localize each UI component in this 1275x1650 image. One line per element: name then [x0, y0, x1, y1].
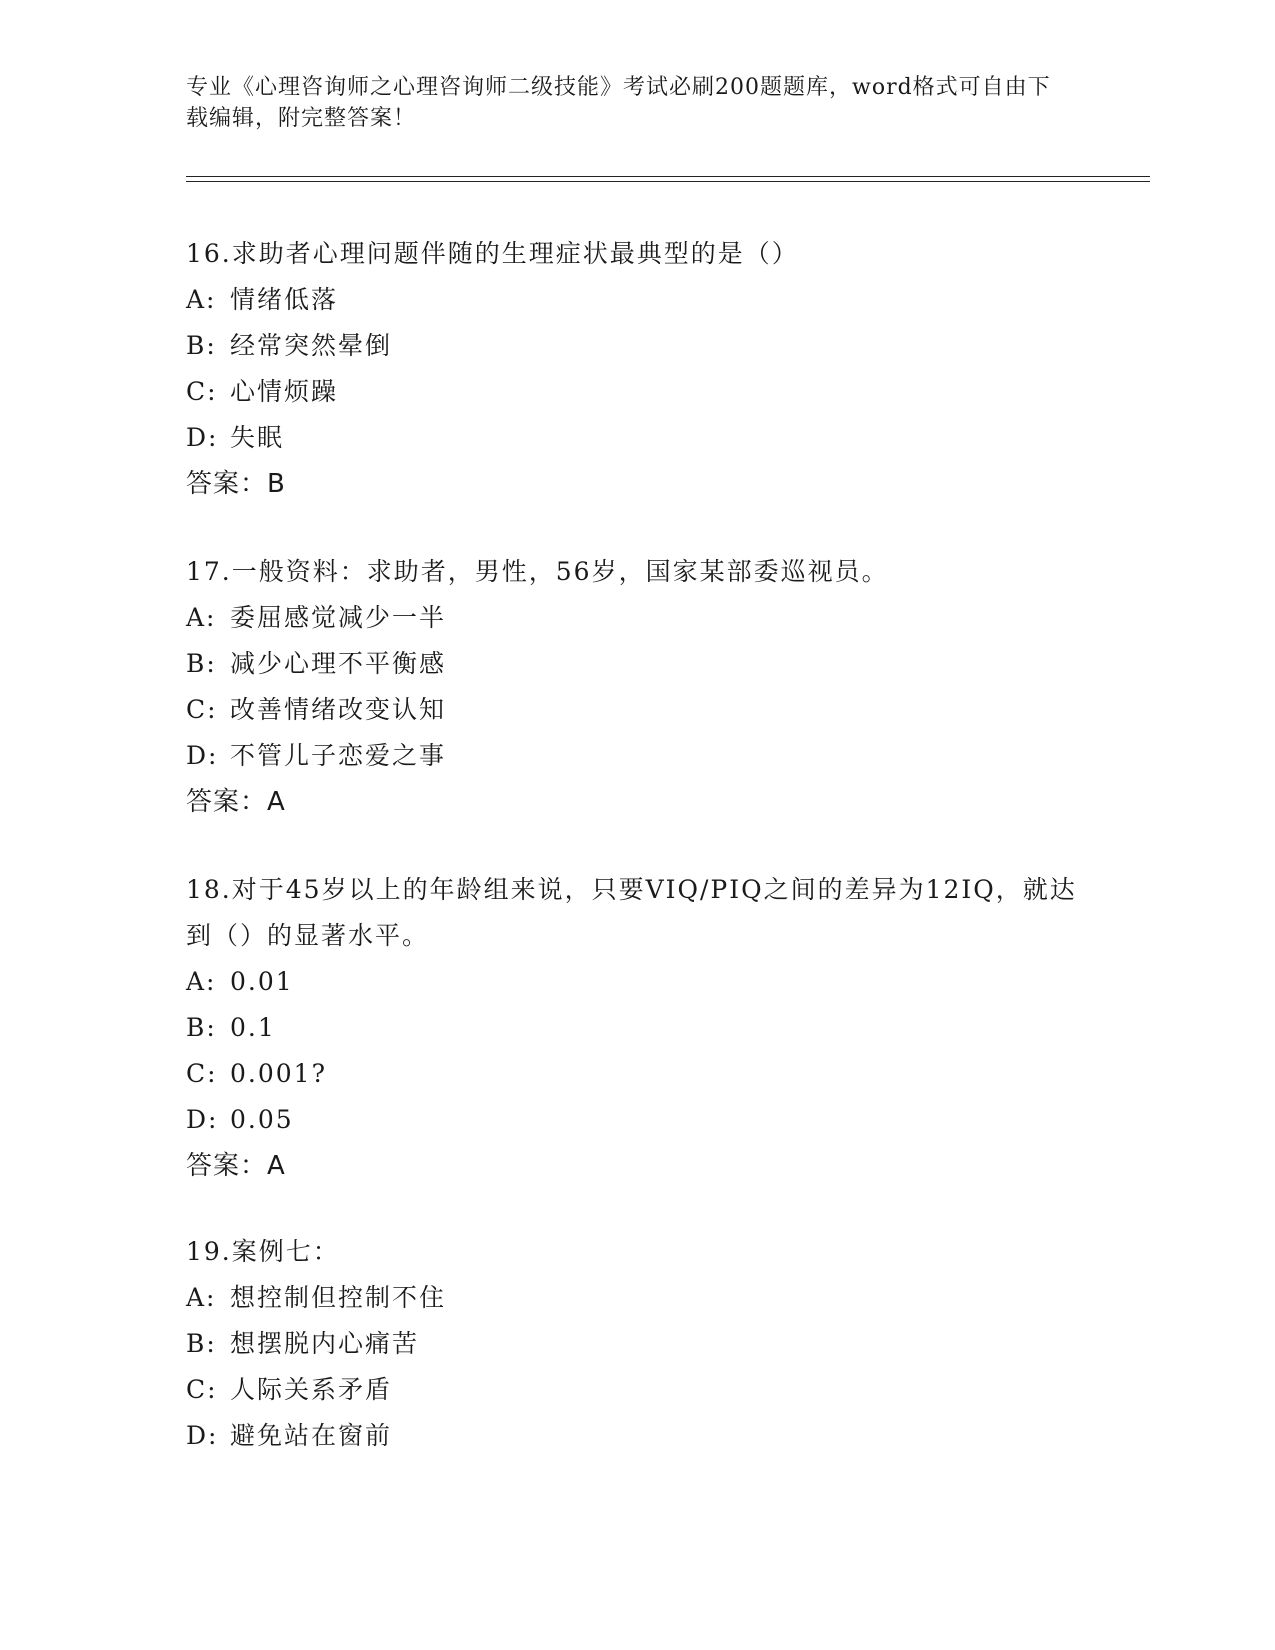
option-key: C: — [186, 1375, 218, 1404]
option-key: A: — [186, 1283, 217, 1312]
option-key: A: — [186, 603, 217, 632]
question-18 — [186, 867, 1086, 1189]
option-key: B: — [186, 331, 217, 360]
option-text: 人际关系矛盾 — [230, 1375, 393, 1404]
option-d — [186, 415, 1086, 461]
option-text: 0.001? — [230, 1059, 327, 1088]
option-text: 避免站在窗前 — [230, 1421, 393, 1450]
option-c — [186, 369, 1086, 415]
option-text: 情绪低落 — [230, 285, 339, 314]
document-intro: 专业《心理咨询师之心理咨询师二级技能》考试必刷200题题库，word格式可自由下载编辑，附完整答案！ — [186, 75, 1051, 131]
option-text: 0.05 — [230, 1105, 294, 1134]
option-text: 减少心理不平衡感 — [230, 649, 447, 678]
option-text: 心情烦躁 — [230, 377, 339, 406]
option-key: C: — [186, 695, 218, 724]
answer: 答案：A — [186, 787, 286, 817]
option-key: D: — [186, 423, 219, 452]
option-text: 想摆脱内心痛苦 — [230, 1329, 420, 1358]
option-text: 想控制但控制不住 — [230, 1283, 447, 1312]
option-key: B: — [186, 649, 217, 678]
option-d — [186, 1413, 1086, 1459]
option-key: C: — [186, 1059, 218, 1088]
option-text: 委屈感觉减少一半 — [230, 603, 447, 632]
question-17 — [186, 549, 1086, 825]
option-key: C: — [186, 377, 218, 406]
question-16 — [186, 231, 1086, 507]
question-stem: 17.一般资料：求助者，男性，56岁，国家某部委巡视员。 — [186, 557, 889, 586]
question-stem: 16.求助者心理问题伴随的生理症状最典型的是（） — [186, 239, 799, 268]
option-b — [186, 641, 1086, 687]
option-text: 经常突然晕倒 — [230, 331, 393, 360]
option-text: 改善情绪改变认知 — [230, 695, 447, 724]
option-a — [186, 595, 1086, 641]
option-key: D: — [186, 1105, 219, 1134]
question-stem: 18.对于45岁以上的年龄组来说，只要VIQ/PIQ之间的差异为12IQ，就达到（）的显著水平。 — [186, 875, 1077, 950]
question-stem: 19.案例七： — [186, 1237, 340, 1266]
option-d — [186, 733, 1086, 779]
option-b — [186, 1005, 1086, 1051]
option-text: 0.01 — [230, 967, 294, 996]
option-c — [186, 687, 1086, 733]
option-a — [186, 1275, 1086, 1321]
option-text: 失眠 — [230, 423, 285, 452]
option-text: 0.1 — [230, 1013, 276, 1042]
option-key: D: — [186, 741, 219, 770]
option-key: B: — [186, 1329, 217, 1358]
header-divider-top — [186, 176, 1150, 177]
option-text: 不管儿子恋爱之事 — [230, 741, 447, 770]
option-key: A: — [186, 285, 217, 314]
option-c — [186, 1367, 1086, 1413]
option-key: B: — [186, 1013, 217, 1042]
answer: 答案：A — [186, 1151, 286, 1181]
question-19 — [186, 1229, 1086, 1459]
option-b — [186, 323, 1086, 369]
header-divider-bottom — [186, 181, 1150, 182]
option-key: A: — [186, 967, 217, 996]
option-a — [186, 959, 1086, 1005]
option-d — [186, 1097, 1086, 1143]
option-a — [186, 277, 1086, 323]
option-c — [186, 1051, 1086, 1097]
option-key: D: — [186, 1421, 219, 1450]
answer: 答案：B — [186, 469, 286, 499]
option-b — [186, 1321, 1086, 1367]
